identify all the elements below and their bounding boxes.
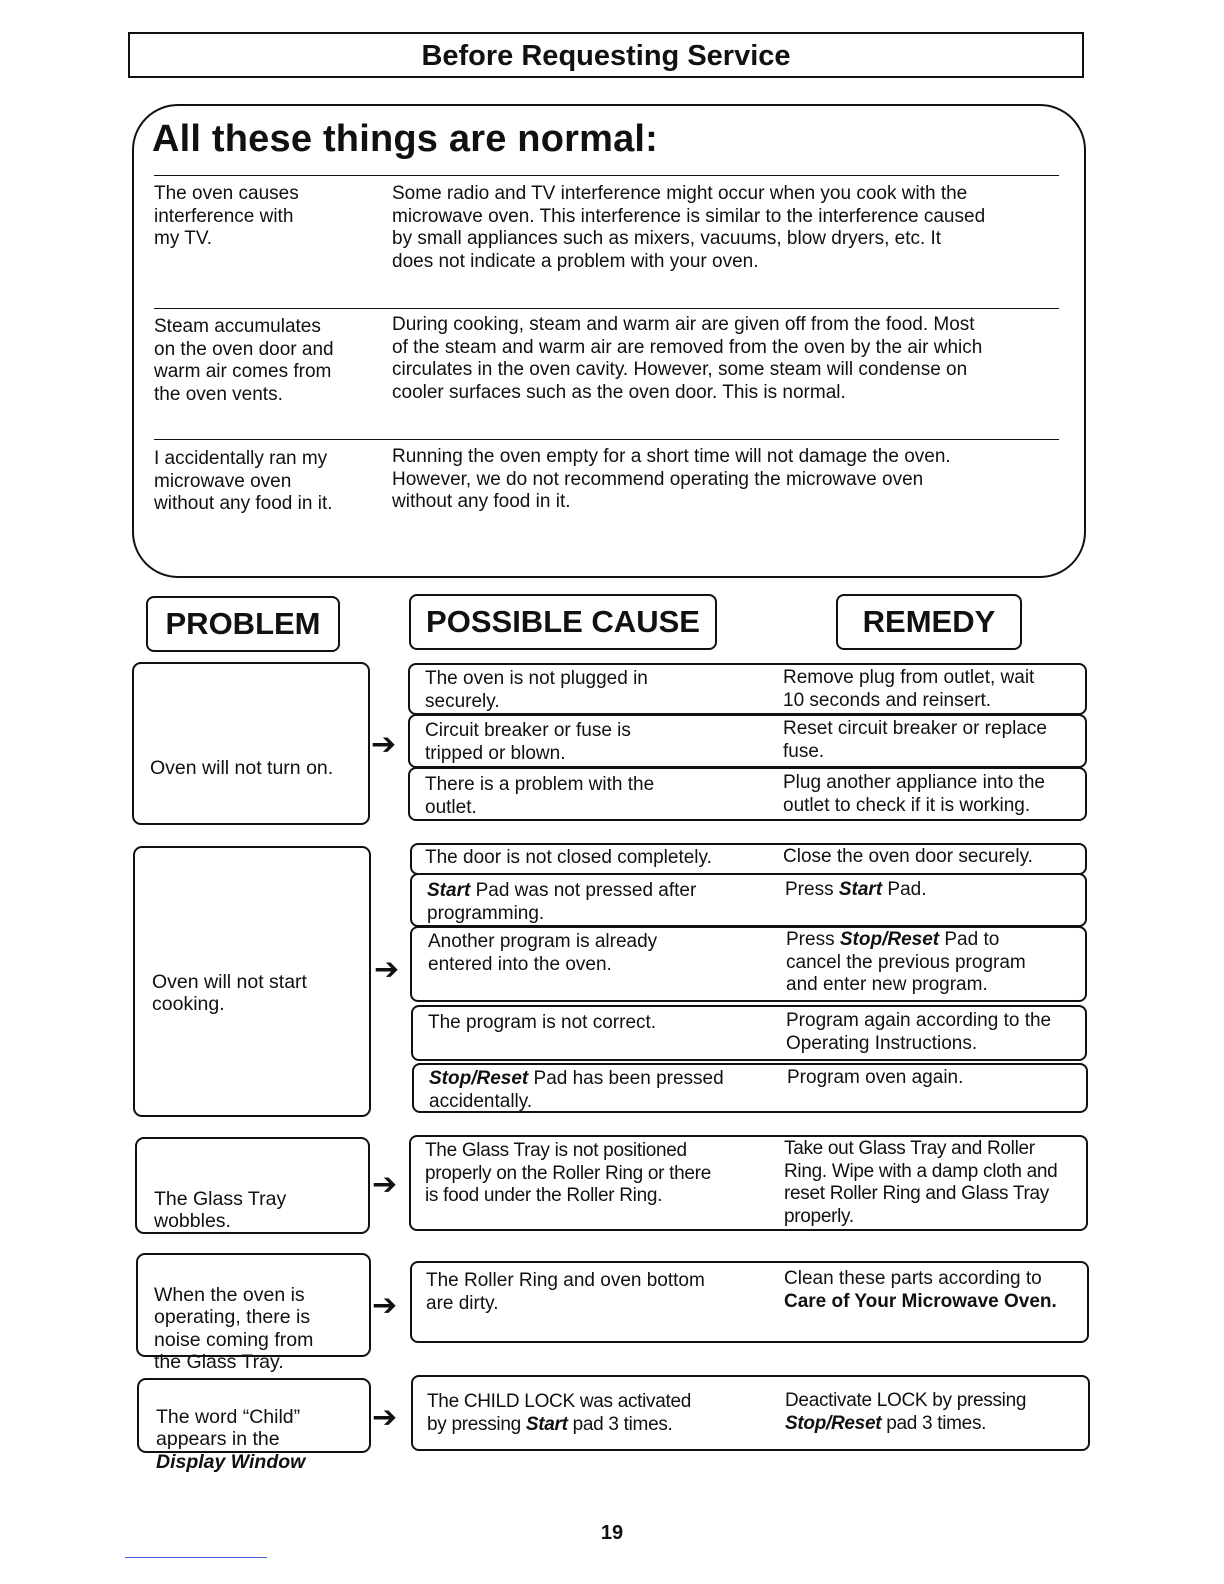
care-section-reference: Care of Your Microwave Oven.: [784, 1290, 1057, 1312]
normal-things-title: All these things are normal:: [152, 118, 659, 160]
problem-text: Oven will not start cooking.: [152, 970, 307, 1015]
remedy-text: [785, 1390, 1085, 1435]
remedy-text: Remove plug from outlet, wait 10 seconds and reinsert.: [783, 667, 1035, 711]
problem-box: [132, 662, 370, 825]
cause-text-rest: Pad has been pressed accidentally.: [429, 1068, 724, 1112]
normal-issue: The oven causes interference with my TV.: [154, 183, 299, 249]
remedy-text: Plug another appliance into the outlet to check if it is working.: [783, 772, 1045, 816]
possible-cause-label: POSSIBLE CAUSE: [409, 594, 717, 650]
cause-text: The oven is not plugged in securely.: [425, 668, 648, 712]
start-pad-emphasis: Start: [838, 879, 883, 900]
remedy-text: [786, 929, 1086, 997]
divider: [154, 439, 1059, 440]
start-pad-emphasis: Start: [427, 880, 471, 901]
normal-issue: Steam accumulates on the oven door and warm air comes from the oven vents.: [154, 316, 334, 405]
cause-text: The program is not correct.: [428, 1012, 657, 1033]
arrow-right-icon: ➔: [372, 1289, 398, 1322]
remedy-text: [785, 879, 1085, 902]
normal-issue: I accidentally ran my microwave oven without any food in it.: [154, 448, 333, 514]
normal-explanation: Running the oven empty for a short time will not damage the oven. However, we do not recommend operating the microwave oven without any food in it.: [392, 446, 951, 512]
remedy-text-pre: Clean these parts according to: [784, 1268, 1042, 1289]
stop-reset-pad-emphasis: Stop/Reset: [785, 1412, 882, 1434]
remedy-text-pre: Deactivate LOCK by pressing: [785, 1390, 1027, 1411]
problem-label: PROBLEM: [146, 596, 340, 652]
stop-reset-pad-emphasis: Stop/Reset: [429, 1068, 529, 1089]
arrow-right-icon: ➔: [372, 1401, 398, 1434]
remedy-text: Take out Glass Tray and Roller Ring. Wipe with a damp cloth and reset Roller Ring and Glass Tray properly.: [784, 1138, 1058, 1227]
divider: [154, 175, 1059, 176]
footer-rule: [125, 1557, 267, 1558]
page-header: Before Requesting Service: [128, 32, 1084, 78]
normal-explanation: During cooking, steam and warm air are given off from the food. Most of the steam and warm air are removed from the oven by the air which circulates in the oven cavity. However, some steam will condense on cooler surfaces such as the oven door. This is normal.: [392, 314, 983, 403]
problem-box: [137, 1378, 371, 1473]
stop-reset-pad-emphasis: Stop/Reset: [839, 929, 940, 950]
problem-text: The Glass Tray wobbles.: [154, 1187, 287, 1232]
cause-text: Circuit breaker or fuse is tripped or blown.: [425, 720, 631, 764]
problem-box: [136, 1253, 371, 1373]
problem-box: [135, 1137, 370, 1234]
cause-text: [427, 1391, 777, 1436]
cause-text: There is a problem with the outlet.: [425, 774, 655, 818]
arrow-right-icon: ➔: [372, 1168, 398, 1201]
problem-text: Oven will not turn on.: [150, 756, 334, 779]
remedy-text: Close the oven door securely.: [783, 846, 1033, 867]
arrow-right-icon: ➔: [374, 953, 400, 986]
remedy-label: REMEDY: [836, 594, 1022, 650]
remedy-text-post: pad 3 times.: [881, 1412, 987, 1434]
cause-text: The door is not closed completely.: [425, 847, 712, 868]
remedy-text-post: Pad.: [882, 879, 927, 900]
remedy-text-pre: Press: [786, 929, 840, 950]
remedy-text-pre: Press: [785, 879, 839, 900]
cause-text: [427, 880, 777, 925]
cause-text: [429, 1068, 779, 1113]
problem-text-pre: The word “Child” appears in the: [156, 1405, 301, 1450]
remedy-text: Reset circuit breaker or replace fuse.: [783, 718, 1047, 762]
arrow-right-icon: ➔: [371, 728, 397, 761]
cause-text-pre: The CHILD LOCK was activated by pressing: [427, 1391, 692, 1435]
problem-text: When the oven is operating, there is noise coming from the Glass Tray.: [154, 1283, 314, 1373]
divider: [154, 308, 1059, 309]
start-pad-emphasis: Start: [525, 1413, 568, 1435]
remedy-text-post: Pad to cancel the previous program and enter new program.: [786, 929, 1026, 995]
display-window-emphasis: Display Window: [156, 1450, 306, 1473]
cause-text: The Roller Ring and oven bottom are dirty.: [426, 1270, 705, 1314]
cause-text: The Glass Tray is not positioned properly on the Roller Ring or there is food under the Roller Ring.: [425, 1140, 711, 1206]
cause-text: Another program is already entered into the oven.: [428, 931, 658, 975]
normal-explanation: Some radio and TV interference might occur when you cook with the microwave oven. This interference is similar to the interference caused by small appliances such as mixers, vacuums, blow dryers, etc. It does not indicate a problem with your oven.: [392, 183, 986, 272]
remedy-text: [784, 1268, 1089, 1313]
problem-box: [133, 846, 371, 1117]
remedy-text: Program again according to the Operating Instructions.: [786, 1010, 1052, 1054]
remedy-text: Program oven again.: [787, 1067, 964, 1088]
cause-text-rest: Pad was not pressed after programming.: [427, 880, 697, 924]
page-number: 19: [600, 1522, 624, 1544]
cause-text-post: pad 3 times.: [567, 1413, 673, 1435]
